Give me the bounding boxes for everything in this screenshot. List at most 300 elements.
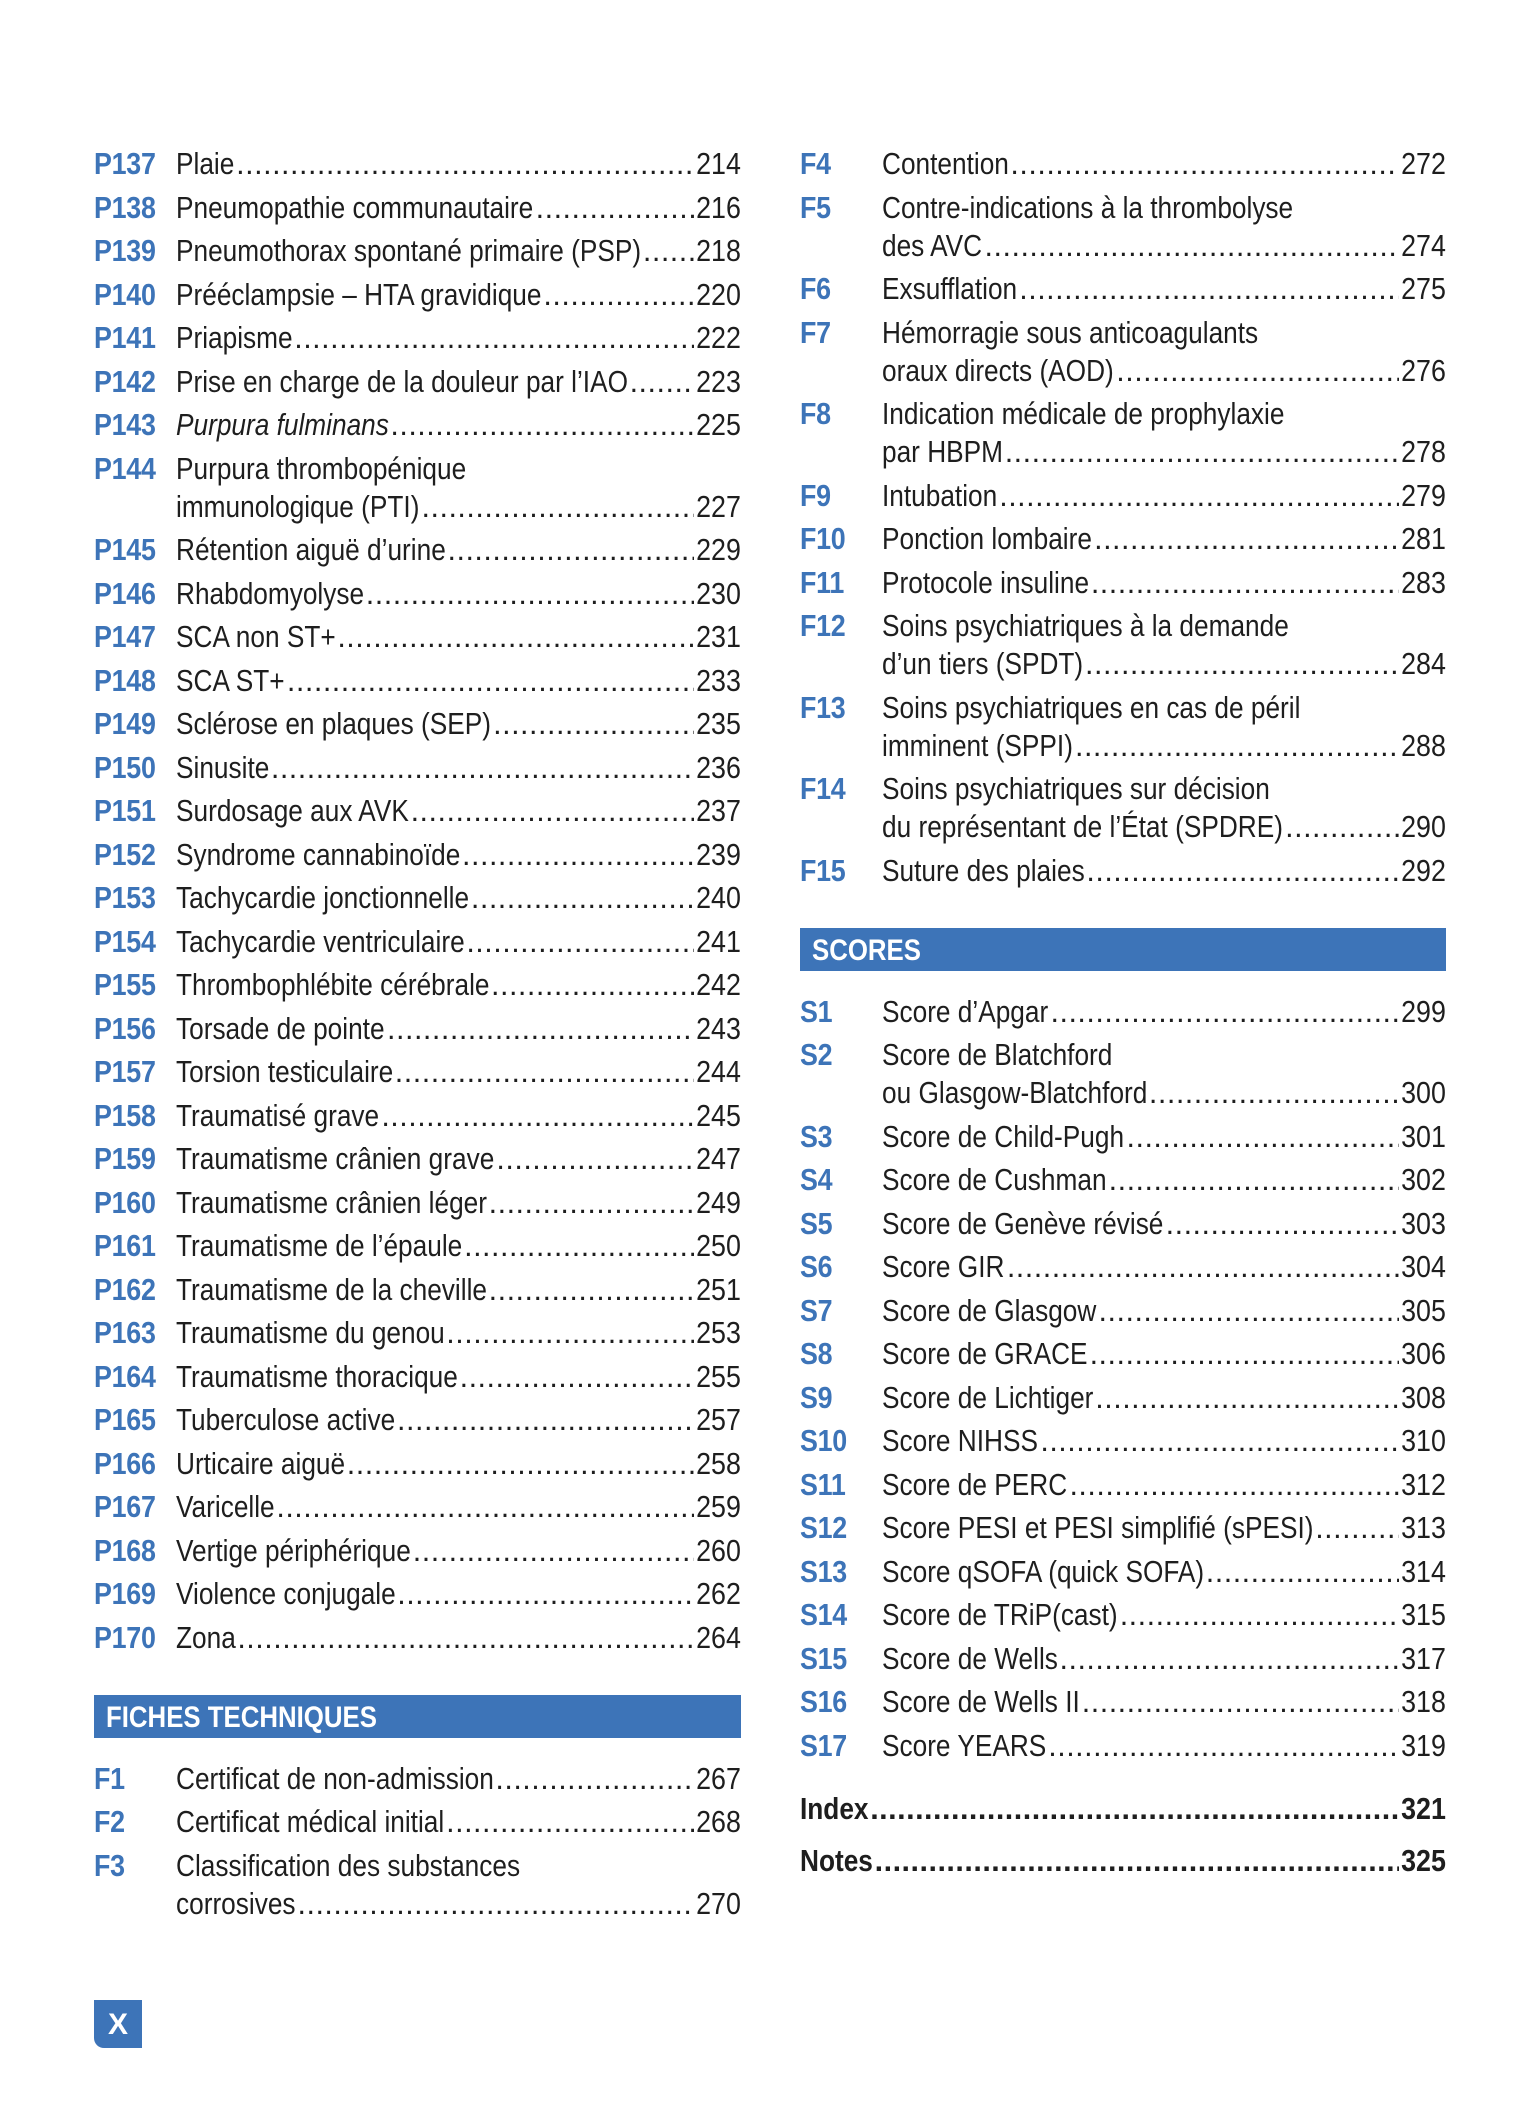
entry-code: F10 — [800, 522, 846, 556]
entry-code: P144 — [94, 451, 156, 486]
toc-entry[interactable] — [94, 836, 741, 874]
toc-entry[interactable] — [94, 1619, 741, 1657]
entry-title-line: Soins psychiatriques en cas de péril — [882, 690, 1301, 725]
toc-entry[interactable] — [94, 575, 741, 613]
entry-title-line: Hémorragie sous anticoagulants — [882, 315, 1259, 350]
leader-dots — [337, 618, 694, 656]
toc-entry[interactable] — [800, 607, 1446, 683]
entry-title: Contention — [882, 147, 1009, 181]
entry-code: P157 — [94, 1055, 156, 1089]
entry-code: P167 — [94, 1490, 156, 1524]
leader-dots — [271, 749, 694, 787]
entry-page: 237 — [696, 794, 741, 828]
toc-entry[interactable] — [800, 520, 1446, 558]
entry-page: 243 — [696, 1011, 741, 1046]
toc-entry[interactable] — [94, 1227, 741, 1265]
entry-page: 249 — [696, 1185, 741, 1220]
leader-dots — [448, 531, 695, 569]
entry-title: Rétention aiguë d’urine — [176, 533, 446, 567]
entry-title: Score PESI et PESI simplifié (sPESI) — [882, 1511, 1314, 1545]
leader-dots — [1086, 852, 1399, 890]
entry-page: 229 — [696, 533, 741, 567]
toc-entry[interactable] — [800, 189, 1446, 265]
entry-title: Score de Cushman — [882, 1163, 1107, 1197]
leader-dots — [1206, 1553, 1400, 1591]
entry-code: P150 — [94, 750, 156, 785]
entry-title: Traumatisme du genou — [176, 1316, 445, 1350]
toc-entry[interactable] — [94, 1053, 741, 1091]
leader-dots — [397, 1575, 694, 1613]
leader-dots — [1149, 1074, 1399, 1112]
notes-entry[interactable] — [800, 1842, 1446, 1880]
leader-dots — [1109, 1161, 1400, 1199]
entry-title: Traumatisme de l’épaule — [176, 1229, 463, 1263]
toc-right-column — [800, 145, 1446, 1885]
toc-entry[interactable] — [94, 1445, 741, 1483]
toc-entry[interactable] — [800, 1379, 1446, 1417]
leader-dots — [491, 966, 694, 1004]
entry-page: 255 — [696, 1359, 741, 1394]
entry-title-line: Score de Blatchford — [882, 1038, 1113, 1072]
entry-code: P149 — [94, 707, 156, 741]
leader-dots — [1082, 1683, 1400, 1721]
entry-code: P143 — [94, 408, 156, 442]
entry-code: P145 — [94, 533, 156, 567]
entry-code: F2 — [94, 1805, 125, 1839]
leader-dots — [1127, 1118, 1400, 1156]
entry-page: 245 — [696, 1098, 741, 1133]
entry-code: P153 — [94, 881, 156, 915]
entry-title: Score YEARS — [882, 1728, 1047, 1763]
toc-entry[interactable] — [800, 395, 1446, 471]
entry-title: Certificat médical initial — [176, 1805, 445, 1839]
toc-entry[interactable] — [94, 531, 741, 569]
toc-entry[interactable] — [800, 852, 1446, 890]
toc-entry[interactable] — [94, 1575, 741, 1613]
toc-entry[interactable] — [94, 879, 741, 917]
entry-title: Urticaire aiguë — [176, 1446, 346, 1481]
leader-dots — [999, 477, 1399, 515]
entry-page: 268 — [696, 1805, 741, 1839]
entry-code: P170 — [94, 1620, 156, 1655]
entry-page: 262 — [696, 1577, 741, 1611]
toc-entry[interactable] — [800, 1036, 1446, 1112]
leader-dots — [489, 1271, 695, 1309]
toc-entry[interactable] — [94, 1488, 741, 1526]
entry-title: Score de TRiP(cast) — [882, 1598, 1118, 1632]
entry-code: S7 — [800, 1293, 833, 1328]
entry-code: P146 — [94, 576, 156, 611]
entry-title: Score qSOFA (quick SOFA) — [882, 1554, 1205, 1589]
entry-page: 314 — [1401, 1554, 1446, 1589]
leader-dots — [1085, 645, 1399, 683]
toc-entry[interactable] — [94, 1271, 741, 1309]
entry-code: S15 — [800, 1641, 847, 1676]
toc-entry[interactable] — [94, 1097, 741, 1135]
entry-code: P161 — [94, 1229, 156, 1263]
entry-title-line: Contre-indications à la thrombolyse — [882, 190, 1294, 225]
entry-code: F4 — [800, 147, 831, 181]
entry-title: Score de Wells II — [882, 1685, 1080, 1719]
entry-page: 241 — [696, 924, 741, 959]
scores-list — [800, 993, 1446, 1765]
toc-entry[interactable] — [94, 1803, 741, 1841]
entry-title: SCA non ST+ — [176, 620, 336, 654]
toc-entry[interactable] — [800, 1727, 1446, 1765]
toc-entry[interactable] — [800, 1553, 1446, 1591]
leader-dots — [422, 488, 695, 526]
leader-dots — [875, 1842, 1400, 1880]
entry-code: P140 — [94, 277, 156, 312]
leader-dots — [630, 363, 695, 401]
entry-title: Traumatisme thoracique — [176, 1359, 458, 1394]
toc-entry[interactable] — [94, 1010, 741, 1048]
entry-code: P159 — [94, 1142, 156, 1176]
toc-entry[interactable] — [800, 1161, 1446, 1199]
entry-code: P156 — [94, 1011, 156, 1046]
entry-title: Tachycardie jonctionnelle — [176, 881, 470, 915]
entry-code: P166 — [94, 1446, 156, 1481]
entry-title: Zona — [176, 1620, 236, 1655]
entry-code: P158 — [94, 1098, 156, 1133]
entry-code: P160 — [94, 1185, 156, 1220]
entry-page: 274 — [1401, 228, 1446, 263]
toc-entry[interactable] — [800, 270, 1446, 308]
entry-page: 317 — [1401, 1641, 1446, 1676]
entry-code: S12 — [800, 1511, 847, 1545]
leader-dots — [1099, 1292, 1400, 1330]
toc-entry[interactable] — [94, 749, 741, 787]
entry-title: Traumatisme de la cheville — [176, 1272, 487, 1307]
entry-title: Rhabdomyolyse — [176, 576, 365, 611]
entry-title: Prééclampsie – HTA gravidique — [176, 277, 542, 312]
entry-title: Prise en charge de la douleur par l’IAO — [176, 364, 628, 399]
entry-page: 318 — [1401, 1685, 1446, 1719]
entry-page: 315 — [1401, 1598, 1446, 1632]
entry-code: P151 — [94, 794, 156, 828]
entry-code: S10 — [800, 1424, 847, 1458]
leader-dots — [464, 1227, 694, 1265]
leader-dots — [1005, 433, 1400, 471]
entry-title: Sclérose en plaques (SEP) — [176, 707, 491, 741]
toc-entry[interactable] — [800, 1683, 1446, 1721]
entry-title: Pneumothorax spontané primaire (PSP) — [176, 234, 642, 268]
toc-entry[interactable] — [94, 145, 741, 183]
entry-title: Score de Lichtiger — [882, 1380, 1094, 1415]
entry-code: S1 — [800, 994, 833, 1029]
leader-dots — [1120, 1596, 1400, 1634]
toc-entry[interactable] — [94, 1532, 741, 1570]
leader-dots — [347, 1445, 695, 1483]
entry-page: 251 — [696, 1272, 741, 1307]
entry-page: 239 — [696, 837, 741, 872]
leader-dots — [1010, 145, 1399, 183]
notes-label: Notes — [800, 1843, 873, 1878]
entry-code: P142 — [94, 364, 156, 399]
entry-title-line: Indication médicale de prophylaxie — [882, 397, 1285, 431]
leader-dots — [390, 406, 694, 444]
entry-title: Surdosage aux AVK — [176, 794, 409, 828]
leader-dots — [413, 1532, 695, 1570]
entry-page: 310 — [1401, 1424, 1446, 1458]
entry-page: 308 — [1401, 1380, 1446, 1415]
page-number-badge: X — [94, 2000, 142, 2048]
entry-code: S17 — [800, 1728, 847, 1763]
leader-dots — [237, 1619, 694, 1657]
entry-page: 258 — [696, 1446, 741, 1481]
entry-code: P141 — [94, 321, 156, 355]
leader-dots — [1075, 727, 1399, 765]
leader-dots — [381, 1097, 694, 1135]
entry-title: du représentant de l’État (SPDRE) — [882, 810, 1283, 844]
toc-entry[interactable] — [94, 1760, 741, 1798]
leader-dots — [1060, 1640, 1400, 1678]
entry-page: 223 — [696, 364, 741, 399]
entry-title: des AVC — [882, 228, 983, 263]
entry-title: Vertige périphérique — [176, 1533, 411, 1568]
leader-dots — [1048, 1727, 1399, 1765]
entry-title: Syndrome cannabinoïde — [176, 837, 461, 872]
entry-title: Score de Wells — [882, 1641, 1058, 1676]
leader-dots — [985, 227, 1400, 265]
entry-code: F13 — [800, 690, 846, 725]
entry-code: P164 — [94, 1359, 156, 1394]
entry-code: F1 — [94, 1761, 125, 1796]
entry-title: Score de PERC — [882, 1467, 1068, 1502]
entry-code: F15 — [800, 853, 846, 888]
entry-page: 279 — [1401, 478, 1446, 513]
entry-page: 247 — [696, 1142, 741, 1176]
entry-title: Score d’Apgar — [882, 994, 1049, 1029]
toc-left-column — [94, 145, 741, 1928]
entry-page: 272 — [1401, 147, 1446, 181]
entry-title: Protocole insuline — [882, 565, 1090, 600]
entry-code: F6 — [800, 272, 831, 306]
entry-code: S3 — [800, 1119, 833, 1154]
entry-title: Ponction lombaire — [882, 522, 1092, 556]
entry-title: Traumatisme crânien grave — [176, 1142, 495, 1176]
entry-page: 288 — [1401, 728, 1446, 763]
entry-code: F7 — [800, 315, 831, 350]
toc-entry[interactable] — [94, 1184, 741, 1222]
entry-page: 253 — [696, 1316, 741, 1350]
toc-entry[interactable] — [800, 689, 1446, 765]
index-entry[interactable] — [800, 1790, 1446, 1828]
toc-entry[interactable] — [94, 792, 741, 830]
entry-page: 220 — [696, 277, 741, 312]
toc-entry[interactable] — [94, 662, 741, 700]
entry-code: P152 — [94, 837, 156, 872]
entry-code: P154 — [94, 924, 156, 959]
entry-page: 313 — [1401, 1511, 1446, 1545]
entry-title: Plaie — [176, 147, 235, 181]
entry-page: 218 — [696, 234, 741, 268]
notes-page: 325 — [1401, 1843, 1446, 1878]
toc-entry[interactable] — [800, 1118, 1446, 1156]
leader-dots — [397, 1401, 694, 1439]
entry-code: P168 — [94, 1533, 156, 1568]
entry-title: corrosives — [176, 1886, 296, 1921]
toc-entry[interactable] — [800, 145, 1446, 183]
entry-page: 300 — [1401, 1076, 1446, 1110]
toc-entry[interactable] — [94, 1140, 741, 1178]
toc-entry[interactable] — [800, 1248, 1446, 1286]
entry-page: 312 — [1401, 1467, 1446, 1502]
toc-entry[interactable] — [94, 406, 741, 444]
leader-dots — [446, 1803, 694, 1841]
entry-title: Score de Child-Pugh — [882, 1119, 1125, 1154]
entry-page: 270 — [696, 1886, 741, 1921]
entry-page: 227 — [696, 489, 741, 524]
leader-dots — [495, 1760, 694, 1798]
leader-dots — [1091, 564, 1399, 602]
entry-code: P138 — [94, 190, 156, 225]
entry-page: 235 — [696, 707, 741, 741]
entry-title-line: Soins psychiatriques à la demande — [882, 609, 1289, 643]
entry-page: 290 — [1401, 810, 1446, 844]
leader-dots — [276, 1488, 694, 1526]
leader-dots — [1285, 808, 1399, 846]
toc-entry[interactable] — [800, 1205, 1446, 1243]
toc-entry[interactable] — [94, 923, 741, 961]
leader-dots — [1051, 993, 1400, 1031]
entry-title: Violence conjugale — [176, 1577, 396, 1611]
entry-title: Score de Glasgow — [882, 1293, 1097, 1328]
entry-page: 216 — [696, 190, 741, 225]
toc-entry[interactable] — [800, 477, 1446, 515]
leader-dots — [870, 1790, 1399, 1828]
entry-code: S13 — [800, 1554, 847, 1589]
entry-title: Pneumopathie communautaire — [176, 190, 534, 225]
entry-code: S6 — [800, 1250, 833, 1284]
entry-code: S4 — [800, 1163, 833, 1197]
leader-dots — [1166, 1205, 1400, 1243]
entry-code: S2 — [800, 1038, 833, 1072]
leader-dots — [543, 276, 694, 314]
leader-dots — [489, 1184, 695, 1222]
entry-title: Intubation — [882, 478, 998, 513]
entry-page: 250 — [696, 1229, 741, 1263]
leader-dots — [460, 1358, 695, 1396]
entry-page: 233 — [696, 663, 741, 698]
entry-title: Purpura fulminans — [176, 408, 389, 442]
leader-dots — [294, 319, 694, 357]
toc-entry[interactable] — [800, 1466, 1446, 1504]
entry-title: Tuberculose active — [176, 1403, 396, 1437]
entry-title: Score NIHSS — [882, 1424, 1038, 1458]
entry-code: P155 — [94, 968, 156, 1002]
entry-code: P163 — [94, 1316, 156, 1350]
leader-dots — [466, 923, 694, 961]
entry-title: oraux directs (AOD) — [882, 353, 1114, 388]
leader-dots — [536, 189, 695, 227]
entry-code: S14 — [800, 1598, 847, 1632]
entry-code: P137 — [94, 147, 156, 181]
entry-title: Sinusite — [176, 750, 270, 785]
toc-entry[interactable] — [800, 770, 1446, 846]
toc-entry[interactable] — [800, 1422, 1446, 1460]
entry-page: 306 — [1401, 1337, 1446, 1371]
toc-entry[interactable] — [800, 1640, 1446, 1678]
entry-code: S9 — [800, 1380, 833, 1415]
entry-page: 230 — [696, 576, 741, 611]
toc-entry[interactable] — [94, 705, 741, 743]
entry-page: 257 — [696, 1403, 741, 1437]
entry-title: Tachycardie ventriculaire — [176, 924, 465, 959]
leader-dots — [471, 879, 694, 917]
entry-page: 259 — [696, 1490, 741, 1524]
fiches-list-left — [94, 1760, 741, 1923]
leader-dots — [643, 232, 694, 270]
toc-entry[interactable] — [94, 363, 741, 401]
entry-title: Varicelle — [176, 1490, 275, 1524]
entry-page: 305 — [1401, 1293, 1446, 1328]
entry-title-line: Classification des substances — [176, 1848, 521, 1883]
toc-entry[interactable] — [94, 966, 741, 1004]
entry-page: 276 — [1401, 353, 1446, 388]
entry-page: 244 — [696, 1055, 741, 1089]
scores-header: SCORES — [800, 928, 1446, 971]
leader-dots — [1090, 1335, 1400, 1373]
toc-entry[interactable] — [94, 189, 741, 227]
leader-dots — [1116, 352, 1399, 390]
toc-entry[interactable] — [94, 276, 741, 314]
entry-page: 303 — [1401, 1206, 1446, 1241]
entry-page: 267 — [696, 1761, 741, 1796]
entry-title: Score de Genève révisé — [882, 1206, 1164, 1241]
toc-entry[interactable] — [94, 450, 741, 526]
entry-page: 264 — [696, 1620, 741, 1655]
entry-code: S8 — [800, 1337, 833, 1371]
toc-entry[interactable] — [94, 618, 741, 656]
entry-page: 242 — [696, 968, 741, 1002]
toc-entry[interactable] — [94, 1358, 741, 1396]
toc-entry[interactable] — [800, 314, 1446, 390]
toc-entry[interactable] — [800, 1596, 1446, 1634]
entry-code: F3 — [94, 1848, 125, 1883]
entry-page: 304 — [1401, 1250, 1446, 1284]
toc-entry[interactable] — [94, 1314, 741, 1352]
leader-dots — [496, 1140, 694, 1178]
entry-title: Torsion testiculaire — [176, 1055, 394, 1089]
leader-dots — [462, 836, 694, 874]
entry-code: F11 — [800, 565, 844, 600]
entry-code: P139 — [94, 234, 156, 268]
leader-dots — [411, 792, 695, 830]
toc-entry[interactable] — [800, 564, 1446, 602]
entry-title: d’un tiers (SPDT) — [882, 647, 1084, 681]
toc-entry[interactable] — [94, 1847, 741, 1923]
entry-title: SCA ST+ — [176, 663, 285, 698]
fiches-list-right — [800, 145, 1446, 890]
entry-page: 284 — [1401, 647, 1446, 681]
entry-page: 278 — [1401, 435, 1446, 469]
index-page: 321 — [1401, 1792, 1446, 1826]
entry-page: 301 — [1401, 1119, 1446, 1154]
toc-entry[interactable] — [800, 1292, 1446, 1330]
leader-dots — [366, 575, 695, 613]
toc-entry[interactable] — [800, 1509, 1446, 1547]
toc-entry[interactable] — [800, 1335, 1446, 1373]
entry-code: F12 — [800, 609, 846, 643]
toc-entry[interactable] — [94, 319, 741, 357]
toc-entry[interactable] — [94, 232, 741, 270]
toc-entry[interactable] — [800, 993, 1446, 1031]
entry-title: Suture des plaies — [882, 853, 1085, 888]
entry-title: imminent (SPPI) — [882, 728, 1073, 763]
toc-entry[interactable] — [94, 1401, 741, 1439]
leader-dots — [298, 1885, 695, 1923]
